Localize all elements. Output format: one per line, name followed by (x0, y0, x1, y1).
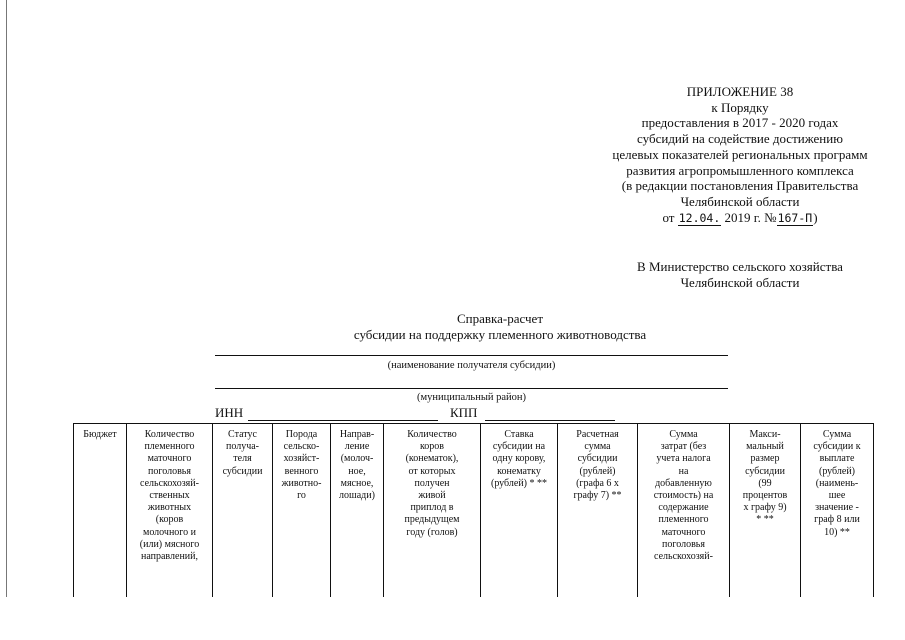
date-year: 2019 г. № (724, 209, 777, 225)
subsidy-table (73, 423, 874, 598)
table-header-cell: Сумма субсидии к выплате (рублей) (наимень- шее значение - граф 8 или 10) ** (801, 424, 874, 598)
table-header-cell: Статус получа- теля субсидии (213, 424, 273, 598)
table-header-cell: Направ- ление (молоч- ное, мясное, лошади) (331, 424, 384, 598)
table-header-cell: Макси- мальный размер субсидии (99 процентов х графу 9) * ** (730, 424, 801, 598)
inn-label: ИНН (215, 405, 244, 420)
title-line-2: субсидии на поддержку племенного животноводства (353, 327, 647, 342)
ministry-address (560, 259, 905, 291)
appendix-line-5: целевых показателей региональных программ (612, 146, 868, 162)
page-bottom (0, 597, 905, 640)
appendix-line-6: развития агропромышленного комплекса (626, 162, 854, 178)
district-line (215, 388, 728, 389)
page-left-edge (6, 0, 7, 640)
recipient-line (215, 355, 728, 356)
ministry-line-2: Челябинской области (680, 275, 800, 290)
table-header-cell: Количество племенного маточного поголовья сельскохозяй- ственных животных (коров молочного и (или) мясного направлений, (127, 424, 213, 598)
date-prefix: от (662, 209, 675, 225)
appendix-line-4: субсидий на содействие достижению (637, 131, 843, 147)
date-suffix: ) (813, 209, 818, 225)
doc-number: 167-П (777, 210, 813, 225)
ministry-line-1: В Министерство сельского хозяйства (637, 259, 843, 274)
district-caption: (муниципальный район) (416, 392, 527, 403)
table-header-cell: Сумма затрат (без учета налога на добавленную стоимость) на содержание племенного маточного поголовья сельскохозяй- (638, 424, 730, 598)
inn-line (248, 420, 438, 421)
recipient-caption: (наименование получателя субсидии) (387, 360, 556, 371)
title-line-1: Справка-расчет (456, 311, 544, 326)
appendix-line-8: Челябинской области (680, 193, 800, 209)
appendix-line-3: предоставления в 2017 - 2020 годах (641, 115, 839, 131)
date-value: 12.04. (678, 210, 721, 225)
appendix-line-1: ПРИЛОЖЕНИЕ 38 (686, 84, 794, 99)
table-header-cell: Порода сельско- хозяйст- венного животно- го (273, 424, 331, 598)
appendix-line-7: (в редакции постановления Правительства (621, 178, 859, 194)
kpp-label: КПП (450, 405, 478, 420)
appendix-block (540, 84, 905, 226)
table-header-cell: Бюджет (74, 424, 127, 598)
table-header-cell: Ставка субсидии на одну корову, конематку (рублей) * ** (481, 424, 558, 598)
appendix-date-line (540, 210, 905, 227)
table-header-row (74, 424, 874, 598)
table-header-cell: Количество коров (конематок), от которых получен живой приплод в предыдущем году (голов) (384, 424, 481, 598)
kpp-line (485, 420, 615, 421)
appendix-line-2: к Порядку (711, 99, 769, 115)
document-title (240, 311, 760, 343)
table-header-cell: Расчетная сумма субсидии (рублей) (графа 6 х графу 7) ** (558, 424, 638, 598)
